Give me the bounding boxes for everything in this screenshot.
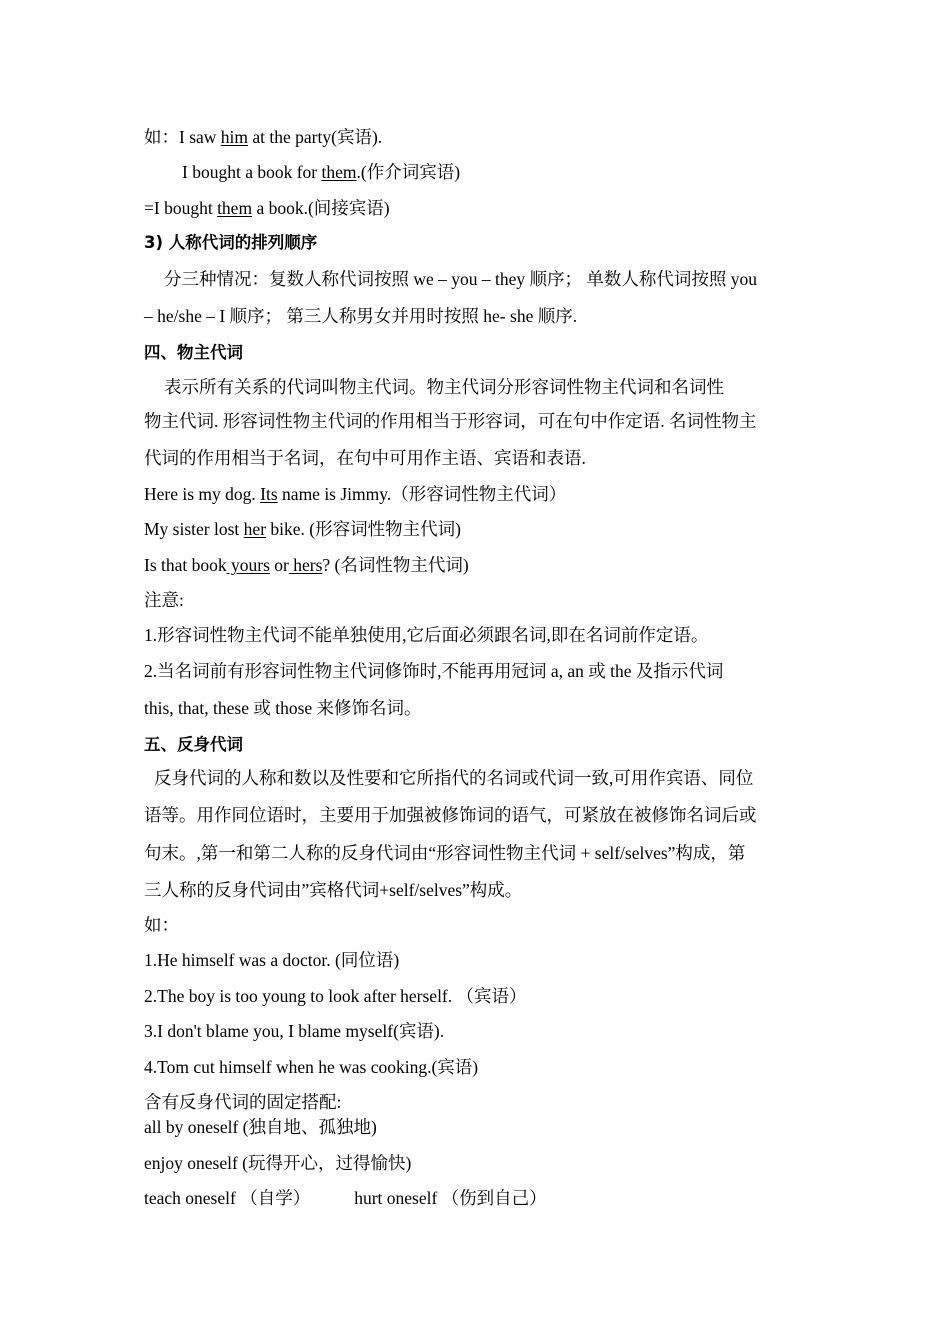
paragraph-line — [144, 879, 522, 901]
note-line — [144, 697, 422, 719]
paragraph-line — [144, 842, 745, 864]
paragraph-line — [144, 767, 753, 789]
section-heading — [144, 734, 243, 756]
underlined-word: hers — [288, 555, 323, 575]
text: 四、物主代词 — [144, 343, 243, 362]
paragraph-line — [144, 410, 757, 432]
text: 语等。用作同位语时，主要用于加强被修饰词的语气，可紧放在被修饰名词后或 — [144, 805, 757, 825]
paragraph-line — [144, 268, 757, 290]
example-line — [144, 197, 390, 219]
text: 2.The boy is too young to look after herself. （宾语） — [144, 986, 527, 1006]
text: 如： — [144, 915, 179, 935]
example-line — [144, 483, 566, 505]
text: I bought a book for — [182, 162, 322, 182]
underlined-word: him — [220, 127, 249, 147]
text: 2.当名词前有形容词性物主代词修饰时,不能再用冠词 a, an 或 the 及指示代词 — [144, 661, 724, 681]
text: 表示所有关系的代词叫物主代词。物主代词分形容词性物主代词和名词性 — [164, 377, 724, 397]
example-line — [144, 554, 469, 576]
text: bike. (形容词性物主代词) — [266, 519, 461, 539]
text: 3) 人称代词的排列顺序 — [144, 233, 318, 252]
example-line — [144, 949, 399, 971]
collocation-line — [144, 1152, 411, 1174]
text: 3.I don't blame you, I blame myself(宾语). — [144, 1021, 445, 1041]
text: Is that book — [144, 555, 227, 575]
example-line — [144, 1020, 444, 1042]
text: 1.He himself was a doctor. (同位语) — [144, 950, 400, 970]
text: at the party(宾语). — [248, 127, 383, 147]
example-label — [144, 914, 179, 936]
text: My sister lost — [144, 519, 244, 539]
example-line — [144, 518, 461, 540]
text: 三人称的反身代词由”宾格代词+self/selves”构成。 — [144, 880, 523, 900]
text: Here is my dog. — [144, 484, 261, 504]
underlined-word: them — [217, 198, 253, 218]
text: =I bought — [144, 198, 218, 218]
text: enjoy oneself (玩得开心，过得愉快) — [144, 1153, 412, 1173]
text: 分三种情况：复数人称代词按照 we – you – they 顺序； 单数人称代词按照 you — [164, 269, 758, 289]
text: .(作介词宾语) — [356, 162, 461, 182]
paragraph-line — [144, 447, 586, 469]
example-line — [144, 985, 527, 1007]
text: 1.形容词性物主代词不能单独使用,它后面必须跟名词,即在名词前作定语。 — [144, 625, 709, 645]
text: a book.(间接宾语) — [252, 198, 390, 218]
collocation-line — [144, 1116, 377, 1138]
underlined-word: yours — [226, 555, 270, 575]
text: 句末。,第一和第二人称的反身代词由“形容词性物主代词 + self/selves”构成，第 — [144, 843, 746, 863]
text: 反身代词的人称和数以及性要和它所指代的名词或代词一致,可用作宾语、同位 — [154, 768, 754, 788]
text: this, that, these 或 those 来修饰名词。 — [144, 698, 422, 718]
text: ? (名词性物主代词) — [322, 555, 469, 575]
underlined-word: them — [321, 162, 357, 182]
underlined-word: her — [243, 519, 267, 539]
collocation-label — [144, 1091, 341, 1113]
text: 代词的作用相当于名词，在句中可用作主语、宾语和表语. — [144, 448, 586, 468]
note-label — [144, 589, 184, 611]
underlined-word: Its — [260, 484, 278, 504]
text: hurt oneself （伤到自己） — [354, 1188, 547, 1208]
example-line — [182, 161, 460, 183]
text: 注意: — [144, 590, 184, 610]
text: name is Jimmy.（形容词性物主代词） — [277, 484, 567, 504]
text: 4.Tom cut himself when he was cooking.(宾语) — [144, 1057, 479, 1077]
note-line — [144, 660, 723, 682]
paragraph-line — [144, 305, 577, 327]
text: 如：I saw — [144, 127, 221, 147]
example-line — [144, 126, 382, 148]
text: 含有反身代词的固定搭配: — [144, 1092, 342, 1112]
paragraph-line — [144, 376, 724, 398]
example-line — [144, 1056, 478, 1078]
text: all by oneself (独自地、孤独地) — [144, 1117, 377, 1137]
text: 五、反身代词 — [144, 735, 243, 754]
text: 物主代词. 形容词性物主代词的作用相当于形容词，可在句中作定语. 名词性物主 — [144, 411, 757, 431]
collocation-line — [144, 1187, 547, 1209]
subsection-heading — [144, 232, 317, 254]
paragraph-line — [144, 804, 757, 826]
section-heading — [144, 342, 243, 364]
text: or — [269, 555, 289, 575]
text: teach oneself （自学） — [144, 1188, 311, 1208]
text: – he/she – I 顺序； 第三人称男女并用时按照 he- she 顺序. — [144, 306, 578, 326]
note-line — [144, 624, 708, 646]
